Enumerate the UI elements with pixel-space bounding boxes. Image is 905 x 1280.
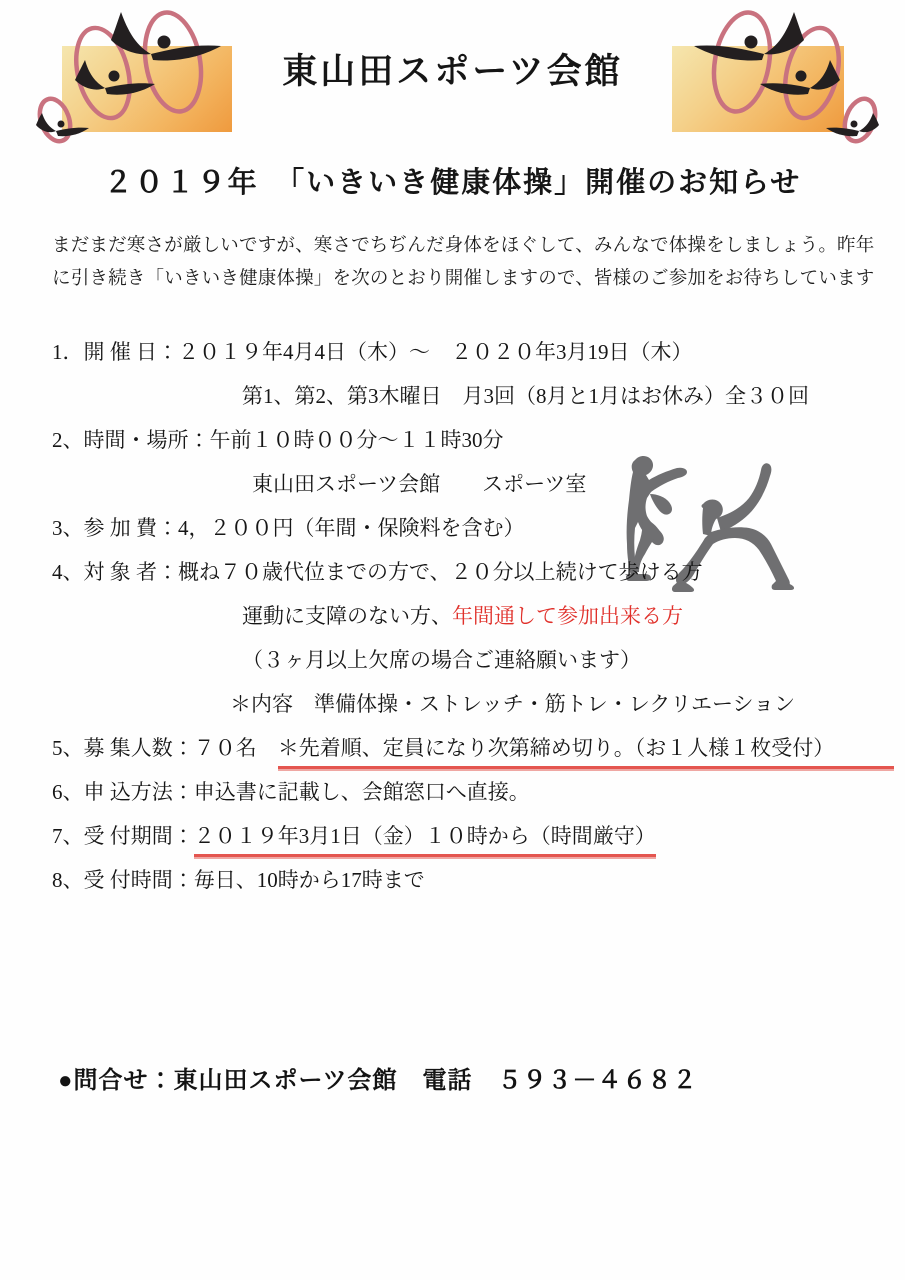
item-4-sub-2-text: （３ヶ月以上欠席の場合ご連絡願います） bbox=[242, 648, 641, 672]
item-4-sub-2 bbox=[52, 638, 892, 682]
item-4-label: 4、対 象 者： bbox=[52, 560, 178, 584]
organization-name: 東山田スポーツ会館 bbox=[282, 51, 623, 92]
item-5-underlined: ＊先着順、定員になり次第締め切り。（お１人様１枚受付） bbox=[278, 726, 835, 770]
item-6-label: 6、申 込方法： bbox=[52, 780, 194, 804]
item-1-label: 1．開 催 日： bbox=[52, 340, 178, 364]
item-4-value: 概ね７０歳代位までの方で、２０分以上続けて歩ける方 bbox=[178, 560, 703, 584]
item-6-value: 申込書に記載し、会館窓口へ直接。 bbox=[193, 780, 530, 804]
item-8-value: 毎日、10時から17時まで bbox=[193, 868, 425, 892]
item-4-sub-1-red: 年間通して参加出来る方 bbox=[452, 604, 683, 628]
page-title: ２０１９年 「いきいき健康体操」開催のお知らせ bbox=[103, 167, 802, 199]
contact-line: ●問合せ：東山田スポーツ会館 電話 ５９３－４６８２ bbox=[58, 1068, 698, 1094]
item-4-sub-3-text: ＊内容 準備体操・ストレッチ・筋トレ・レクリエーション bbox=[230, 692, 796, 716]
item-4 bbox=[52, 550, 892, 594]
item-1-sub-text: 第1、第2、第3木曜日 月3回（8月と1月はお休み）全３０回 bbox=[242, 384, 809, 408]
item-3-value: 4，２００円（年間・保険料を含む） bbox=[178, 516, 525, 540]
item-2 bbox=[52, 418, 892, 462]
item-7-underlined: ２０１９年3月1日（金）１０時から（時間厳守） bbox=[194, 814, 656, 858]
item-1-value: ２０１９年4月4日（木）～ ２０２０年3月19日（木） bbox=[178, 340, 693, 364]
item-5 bbox=[52, 726, 892, 770]
item-2-sub bbox=[52, 462, 892, 506]
intro-line-2: に引き続き「いきいき健康体操」を次のとおり開催しますので、皆様のご参加をお待ちしています bbox=[52, 269, 875, 289]
item-2-label: 2、時間・場所： bbox=[52, 428, 210, 452]
item-2-value: 午前１０時００分～１１時30分 bbox=[209, 428, 504, 452]
item-8-label: 8、受 付時間： bbox=[52, 868, 194, 892]
item-5-label: 5、募 集人数： bbox=[52, 736, 194, 760]
item-4-sub-1-black: 運動に支障のない方、 bbox=[242, 604, 452, 628]
header-banner bbox=[0, 0, 905, 150]
details-list bbox=[52, 330, 892, 902]
item-6 bbox=[52, 770, 892, 814]
item-1 bbox=[52, 330, 892, 374]
intro-paragraph bbox=[52, 230, 875, 296]
item-5-value: ７０名 bbox=[193, 736, 278, 760]
item-7-label: 7、受 付期間： bbox=[52, 824, 194, 848]
intro-line-1: まだまだ寒さが厳しいですが、寒さでちぢんだ身体をほぐして、みんなで体操をしましょう。昨年 bbox=[52, 236, 875, 256]
item-7 bbox=[52, 814, 892, 858]
item-3-label: 3、参 加 費： bbox=[52, 516, 178, 540]
item-1-sub bbox=[52, 374, 892, 418]
item-2-sub-text: 東山田スポーツ会館 スポーツ室 bbox=[252, 472, 587, 496]
item-4-sub-1 bbox=[52, 594, 892, 638]
item-3 bbox=[52, 506, 892, 550]
item-8 bbox=[52, 858, 892, 902]
item-4-sub-3 bbox=[52, 682, 892, 726]
